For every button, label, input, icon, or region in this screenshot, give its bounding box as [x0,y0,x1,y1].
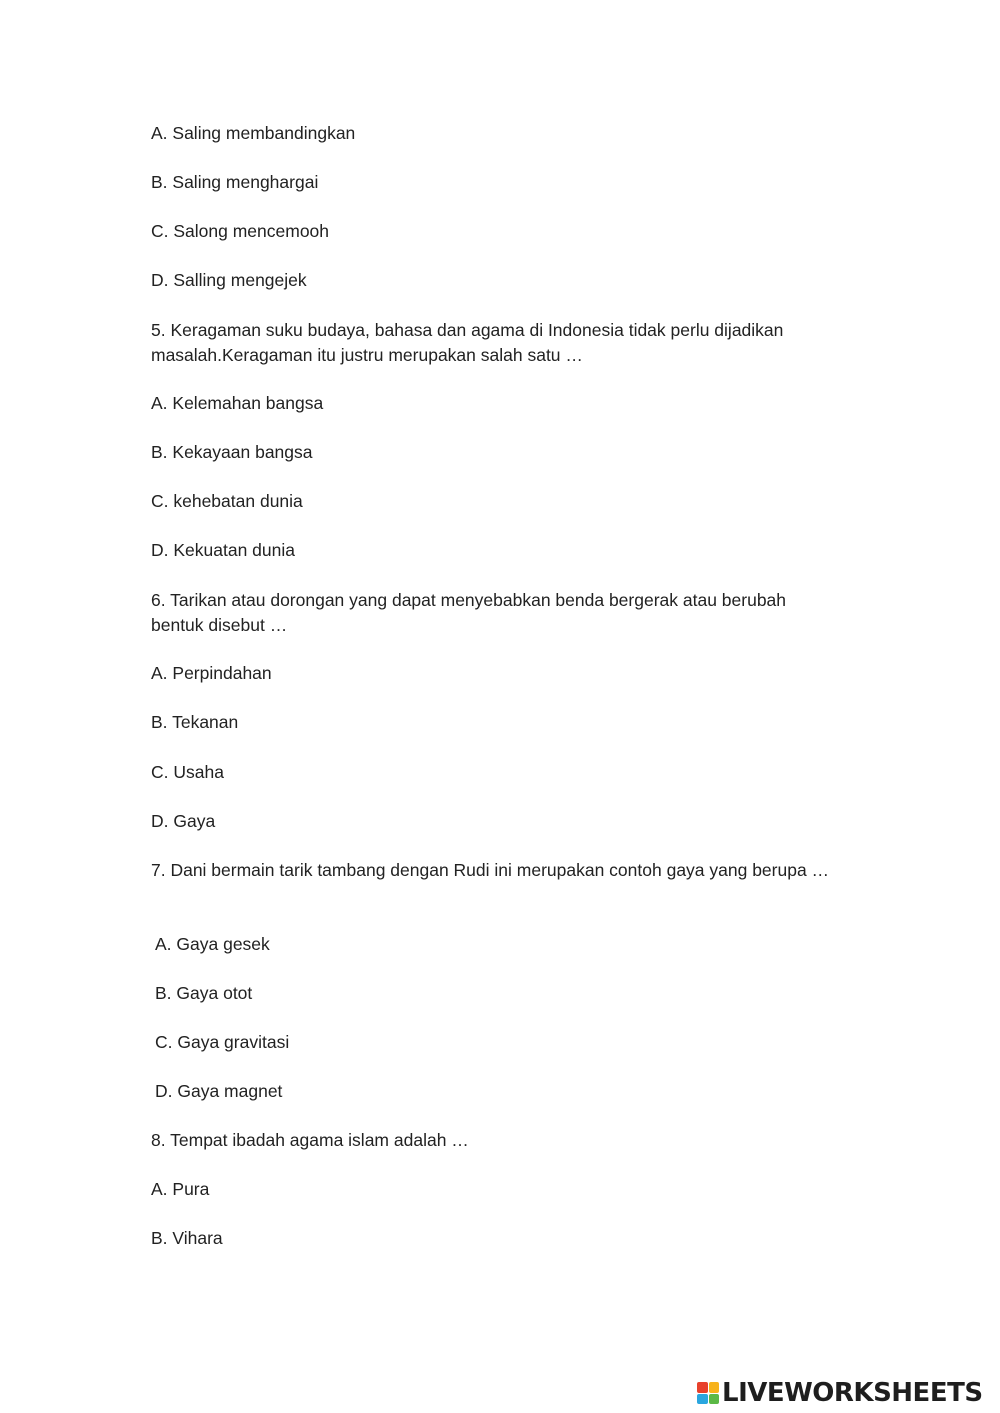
q4-option-d: D. Salling mengejek [151,270,307,290]
q5-option-a: A. Kelemahan bangsa [151,393,324,413]
q8-option-a: A. Pura [151,1179,210,1199]
q4-option-c: C. Salong mencemooh [151,221,330,241]
q7-option-b: B. Gaya otot [155,983,253,1003]
logo-text: LIVEWORKSHEETS [722,1378,983,1408]
q7-option-c: C. Gaya gravitasi [155,1032,290,1052]
q7-question: 7. Dani bermain tarik tambang dengan Rudi ini merupakan contoh gaya yang berupa … [151,860,830,880]
liveworksheets-logo-icon [697,1382,719,1404]
q6-option-d: D. Gaya [151,811,216,831]
q8-question: 8. Tempat ibadah agama islam adalah … [151,1130,469,1150]
q7-option-a: A. Gaya gesek [155,934,270,954]
q6-option-b: B. Tekanan [151,712,239,732]
liveworksheets-logo[interactable] [697,1378,983,1408]
q4-option-b: B. Saling menghargai [151,172,319,192]
q6-option-a: A. Perpindahan [151,663,272,683]
q5-option-d: D. Kekuatan dunia [151,540,295,560]
q8-option-b: B. Vihara [151,1228,223,1248]
q5-question: 5. Keragaman suku budaya, bahasa dan agama di Indonesia tidak perlu dijadikan masalah.Keragaman itu justru merupakan salah satu … [151,320,784,365]
q6-question: 6. Tarikan atau dorongan yang dapat menyebabkan benda bergerak atau berubah bentuk disebut … [151,590,787,635]
q4-option-a: A. Saling membandingkan [151,123,356,143]
q5-option-b: B. Kekayaan bangsa [151,442,313,462]
q5-option-c: C. kehebatan dunia [151,491,303,511]
q7-option-d: D. Gaya magnet [155,1081,283,1101]
q6-option-c: C. Usaha [151,762,224,782]
